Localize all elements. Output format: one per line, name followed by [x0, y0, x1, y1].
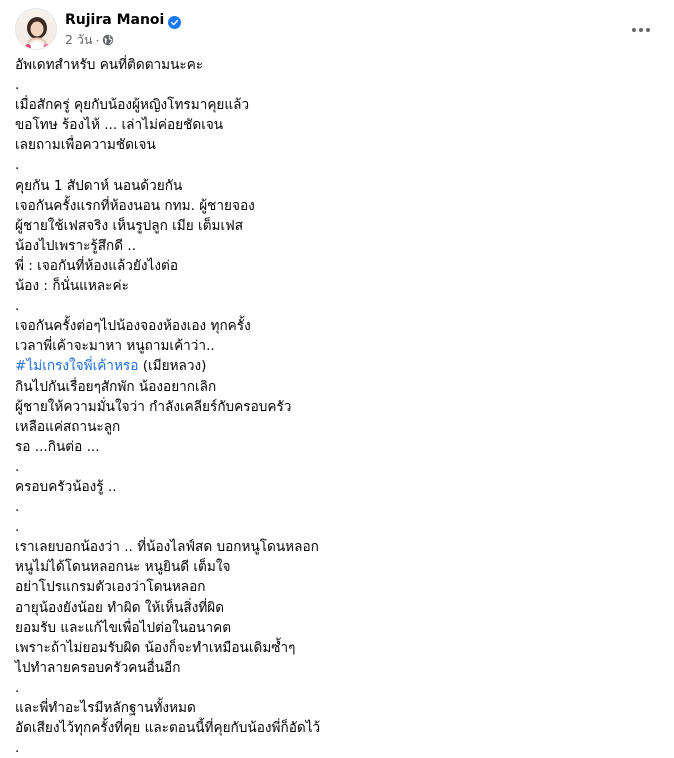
- post-line: เจอกันครั้งต่อๆไปน้องจองห้องเอง ทุกครั้ง: [15, 318, 251, 335]
- post-line: .: [15, 298, 20, 315]
- post-line: ผู้ชายให้ความมั่นใจว่า กำลังเคลียร์กับครอบครัว: [15, 398, 292, 415]
- post-line: เลยถามเพื่อความชัดเจน: [15, 137, 156, 154]
- more-options-button[interactable]: [627, 16, 655, 44]
- post-body: [15, 55, 655, 758]
- post-line: เพราะถ้าไม่ยอมรับผิด น้องก็จะทำเหมือนเดิมซ้ำๆ: [15, 639, 296, 656]
- post-line: คุยกัน 1 สัปดาห์ นอนด้วยกัน: [15, 177, 183, 194]
- author-name[interactable]: Rujira Manoi: [65, 12, 165, 28]
- globe-icon[interactable]: [102, 34, 114, 46]
- post-line: น้อง : ก็นั่นแหละค่ะ: [15, 278, 129, 295]
- post-line: เจอกันครั้งแรกที่ห้องนอน กทม. ผู้ชายจอง: [15, 197, 255, 214]
- author-row: [65, 11, 181, 29]
- post-line: กินไปกันเรื่อยๆสักพัก น้องอยากเลิก: [15, 378, 217, 395]
- post-line: .: [15, 458, 20, 475]
- post-line: และพี่ทำอะไรมีหลักฐานทั้งหมด: [15, 700, 196, 716]
- post-line: เวลาพี่เค้าจะมาหา หนูถามเค้าว่า..: [15, 338, 215, 355]
- meta-separator: ·: [95, 32, 100, 48]
- post-header: [15, 8, 659, 52]
- post-line: .: [15, 77, 20, 94]
- post-line: .: [15, 679, 20, 696]
- more-dots-icon: [631, 27, 651, 33]
- hashtag-link[interactable]: #ไม่เกรงใจพี่เค้าหรอ: [15, 358, 139, 375]
- post-line: หนูไม่ได้โดนหลอกนะ หนูยินดี เต็มใจ: [15, 559, 231, 576]
- post-meta: [65, 32, 114, 48]
- verified-badge-icon: [168, 14, 181, 27]
- post-line: พี่ : เจอกันที่ห้องแล้วยังไงต่อ: [15, 257, 178, 274]
- post-line: .: [15, 740, 20, 757]
- post-line: ครอบครัวน้องรู้ ..: [15, 478, 117, 495]
- hashtag-suffix: (เมียหลวง): [138, 358, 207, 375]
- post-line: อย่าโปรแกรมตัวเองว่าโดนหลอก: [15, 579, 206, 596]
- post-line: อัดเสียงไว้ทุกครั้งที่คุย และตอนนี้ที่คุยกับน้องพี่ก็อัดไว้: [15, 720, 321, 737]
- post-line: เราเลยบอกน้องว่า .. ที่น้องไลฟ์สด บอกหนูโดนหลอก: [15, 539, 319, 556]
- avatar[interactable]: [15, 8, 57, 50]
- post-line: เมื่อสักครู่ คุยกับน้องผู้หญิงโทรมาคุยแล้ว: [15, 97, 250, 114]
- profile-photo-icon: [16, 9, 57, 50]
- post-timestamp[interactable]: 2 วัน: [65, 32, 93, 47]
- post-line: .: [15, 157, 20, 174]
- post-line: ไปทำลายครอบครัวคนอื่นอีก: [15, 659, 181, 676]
- post-line: ขอโทษ ร้องไห้ ... เล่าไม่ค่อยชัดเจน: [15, 117, 224, 134]
- post-line: ยอมรับ และแก้ไขเพื่อไปต่อในอนาคต: [15, 619, 232, 636]
- post-line: รอ ...กินต่อ ...: [15, 438, 100, 455]
- post-line: เหลือแค่สถานะลูก: [15, 418, 121, 435]
- post-line: น้องไปเพราะรู้สึกดี ..: [15, 237, 137, 254]
- hashtag-line: [15, 356, 655, 376]
- post-line: ผู้ชายใช้เฟสจริง เห็นรูปลูก เมีย เต็มเฟส: [15, 217, 244, 234]
- post-line: อายุน้องยังน้อย ทำผิด ให้เห็นสิ่งที่ผิด: [15, 599, 225, 616]
- post-line: .: [15, 499, 20, 516]
- post-line: อัพเดทสำหรับ คนที่ติดตามนะคะ: [15, 57, 204, 73]
- post-line: .: [15, 519, 20, 536]
